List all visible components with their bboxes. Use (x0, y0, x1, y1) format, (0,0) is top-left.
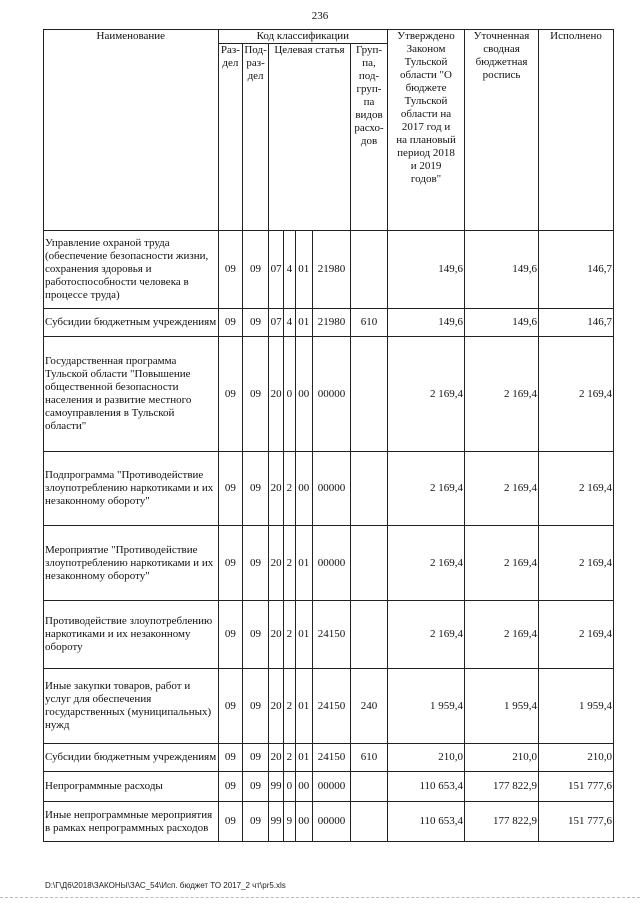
row-target-event: 01 (295, 669, 312, 744)
row-target-subprogram: 4 (284, 231, 295, 309)
row-approved: 2 169,4 (388, 337, 465, 452)
table-row (44, 669, 614, 744)
row-target-program: 20 (268, 452, 283, 526)
table-row (44, 337, 614, 452)
row-podrazdel: 09 (243, 526, 269, 601)
row-razdel: 09 (218, 337, 243, 452)
row-target-event: 01 (295, 231, 312, 309)
row-expense-type: 610 (351, 744, 388, 772)
row-razdel: 09 (218, 452, 243, 526)
row-target-direction: 24150 (313, 744, 351, 772)
row-executed: 210,0 (538, 744, 613, 772)
table-row (44, 526, 614, 601)
row-target-subprogram: 2 (284, 669, 295, 744)
row-refined: 1 959,4 (465, 669, 539, 744)
row-refined: 210,0 (465, 744, 539, 772)
row-target-subprogram: 2 (284, 526, 295, 601)
row-target-event: 01 (295, 526, 312, 601)
table-row (44, 744, 614, 772)
row-expense-type: 240 (351, 669, 388, 744)
row-executed: 146,7 (538, 231, 613, 309)
row-target-event: 01 (295, 744, 312, 772)
row-name: Государственная программа Тульской области "Повышение общественной безопасности населения и развитие местного самоуправления в Тульской области" (44, 337, 219, 452)
row-podrazdel: 09 (243, 452, 269, 526)
row-target-program: 20 (268, 744, 283, 772)
row-executed: 2 169,4 (538, 337, 613, 452)
row-razdel: 09 (218, 526, 243, 601)
row-target-subprogram: 4 (284, 309, 295, 337)
row-target-program: 99 (268, 802, 283, 842)
row-razdel: 09 (218, 601, 243, 669)
page-number: 236 (311, 10, 329, 22)
row-executed: 151 777,6 (538, 802, 613, 842)
row-refined: 149,6 (465, 231, 539, 309)
row-target-subprogram: 2 (284, 452, 295, 526)
row-razdel: 09 (218, 309, 243, 337)
row-podrazdel: 09 (243, 669, 269, 744)
header-code-group: Код классификации (218, 30, 387, 44)
row-target-direction: 24150 (313, 601, 351, 669)
row-approved: 149,6 (388, 309, 465, 337)
table-row (44, 802, 614, 842)
row-name: Противодействие злоупотреблению наркотиками и их незаконному обороту (44, 601, 219, 669)
row-name: Иные непрограммные мероприятия в рамках непрограммных расходов (44, 802, 219, 842)
row-expense-type (351, 802, 388, 842)
row-target-event: 00 (295, 772, 312, 802)
row-target-direction: 24150 (313, 669, 351, 744)
row-expense-type (351, 772, 388, 802)
row-approved: 110 653,4 (388, 772, 465, 802)
row-target-subprogram: 2 (284, 744, 295, 772)
row-name: Субсидии бюджетным учреждениям (44, 309, 219, 337)
header-name: Наименование (44, 30, 219, 231)
row-target-direction: 00000 (313, 452, 351, 526)
row-target-event: 01 (295, 601, 312, 669)
row-target-program: 20 (268, 601, 283, 669)
row-razdel: 09 (218, 744, 243, 772)
row-approved: 2 169,4 (388, 601, 465, 669)
row-target-direction: 00000 (313, 802, 351, 842)
row-executed: 146,7 (538, 309, 613, 337)
row-refined: 149,6 (465, 309, 539, 337)
row-expense-type: 610 (351, 309, 388, 337)
row-target-program: 07 (268, 231, 283, 309)
row-target-program: 99 (268, 772, 283, 802)
row-target-direction: 21980 (313, 309, 351, 337)
row-executed: 2 169,4 (538, 601, 613, 669)
row-target-event: 00 (295, 802, 312, 842)
row-name: Непрограммные расходы (44, 772, 219, 802)
row-target-program: 20 (268, 337, 283, 452)
row-refined: 2 169,4 (465, 601, 539, 669)
row-expense-type (351, 601, 388, 669)
row-target-subprogram: 9 (284, 802, 295, 842)
row-target-subprogram: 2 (284, 601, 295, 669)
row-approved: 1 959,4 (388, 669, 465, 744)
row-refined: 2 169,4 (465, 452, 539, 526)
header-refined: Уточненная сводная бюджетная роспись (465, 30, 539, 231)
header-podrazdel: Под- раз- дел (243, 44, 269, 231)
header-executed: Исполнено (538, 30, 613, 231)
row-expense-type (351, 337, 388, 452)
row-executed: 1 959,4 (538, 669, 613, 744)
row-target-event: 00 (295, 337, 312, 452)
row-podrazdel: 09 (243, 802, 269, 842)
row-approved: 210,0 (388, 744, 465, 772)
row-approved: 2 169,4 (388, 452, 465, 526)
row-razdel: 09 (218, 772, 243, 802)
row-executed: 151 777,6 (538, 772, 613, 802)
page-edge-divider (0, 897, 640, 898)
row-expense-type (351, 231, 388, 309)
row-razdel: 09 (218, 669, 243, 744)
row-podrazdel: 09 (243, 337, 269, 452)
row-expense-type (351, 526, 388, 601)
row-target-direction: 00000 (313, 772, 351, 802)
table-row (44, 601, 614, 669)
row-target-direction: 21980 (313, 231, 351, 309)
row-podrazdel: 09 (243, 309, 269, 337)
row-target-program: 20 (268, 526, 283, 601)
row-name: Мероприятие "Противодействие злоупотреблению наркотиками и их незаконному обороту" (44, 526, 219, 601)
row-expense-type (351, 452, 388, 526)
row-target-direction: 00000 (313, 337, 351, 452)
row-target-event: 01 (295, 309, 312, 337)
row-target-subprogram: 0 (284, 337, 295, 452)
row-refined: 177 822,9 (465, 772, 539, 802)
row-name: Иные закупки товаров, работ и услуг для обеспечения государственных (муниципальных) нужд (44, 669, 219, 744)
footer-file-path: D:\Г\Д6\2018\ЗАКОНЫ\ЗАС_54\Исп. бюджет ТО 2017_2 чт\pr5.xls (45, 881, 286, 890)
header-approved: Утверждено Законом Тульской области "О бюджете Тульской области на 2017 год и на плановый период 2018 и 2019 годов" (388, 30, 465, 231)
table-row (44, 231, 614, 309)
row-target-program: 07 (268, 309, 283, 337)
row-podrazdel: 09 (243, 772, 269, 802)
row-executed: 2 169,4 (538, 526, 613, 601)
row-podrazdel: 09 (243, 744, 269, 772)
table-row (44, 309, 614, 337)
row-refined: 2 169,4 (465, 526, 539, 601)
row-name: Субсидии бюджетным учреждениям (44, 744, 219, 772)
row-podrazdel: 09 (243, 601, 269, 669)
row-refined: 177 822,9 (465, 802, 539, 842)
header-group: Груп- па, под- груп- па видов расхо- дов (351, 44, 388, 231)
header-razdel: Раз- дел (218, 44, 243, 231)
row-target-program: 20 (268, 669, 283, 744)
row-refined: 2 169,4 (465, 337, 539, 452)
row-name: Управление охраной труда (обеспечение безопасности жизни, сохранения здоровья и работоспособности человека в процессе труда) (44, 231, 219, 309)
budget-table (43, 29, 614, 842)
row-razdel: 09 (218, 802, 243, 842)
row-executed: 2 169,4 (538, 452, 613, 526)
row-name: Подпрограмма "Противодействие злоупотреблению наркотиками и их незаконному обороту" (44, 452, 219, 526)
row-target-direction: 00000 (313, 526, 351, 601)
row-approved: 149,6 (388, 231, 465, 309)
table-row (44, 452, 614, 526)
row-approved: 2 169,4 (388, 526, 465, 601)
row-target-event: 00 (295, 452, 312, 526)
header-target-article: Целевая статья (268, 44, 350, 231)
row-podrazdel: 09 (243, 231, 269, 309)
row-razdel: 09 (218, 231, 243, 309)
table-row (44, 772, 614, 802)
row-target-subprogram: 0 (284, 772, 295, 802)
row-approved: 110 653,4 (388, 802, 465, 842)
